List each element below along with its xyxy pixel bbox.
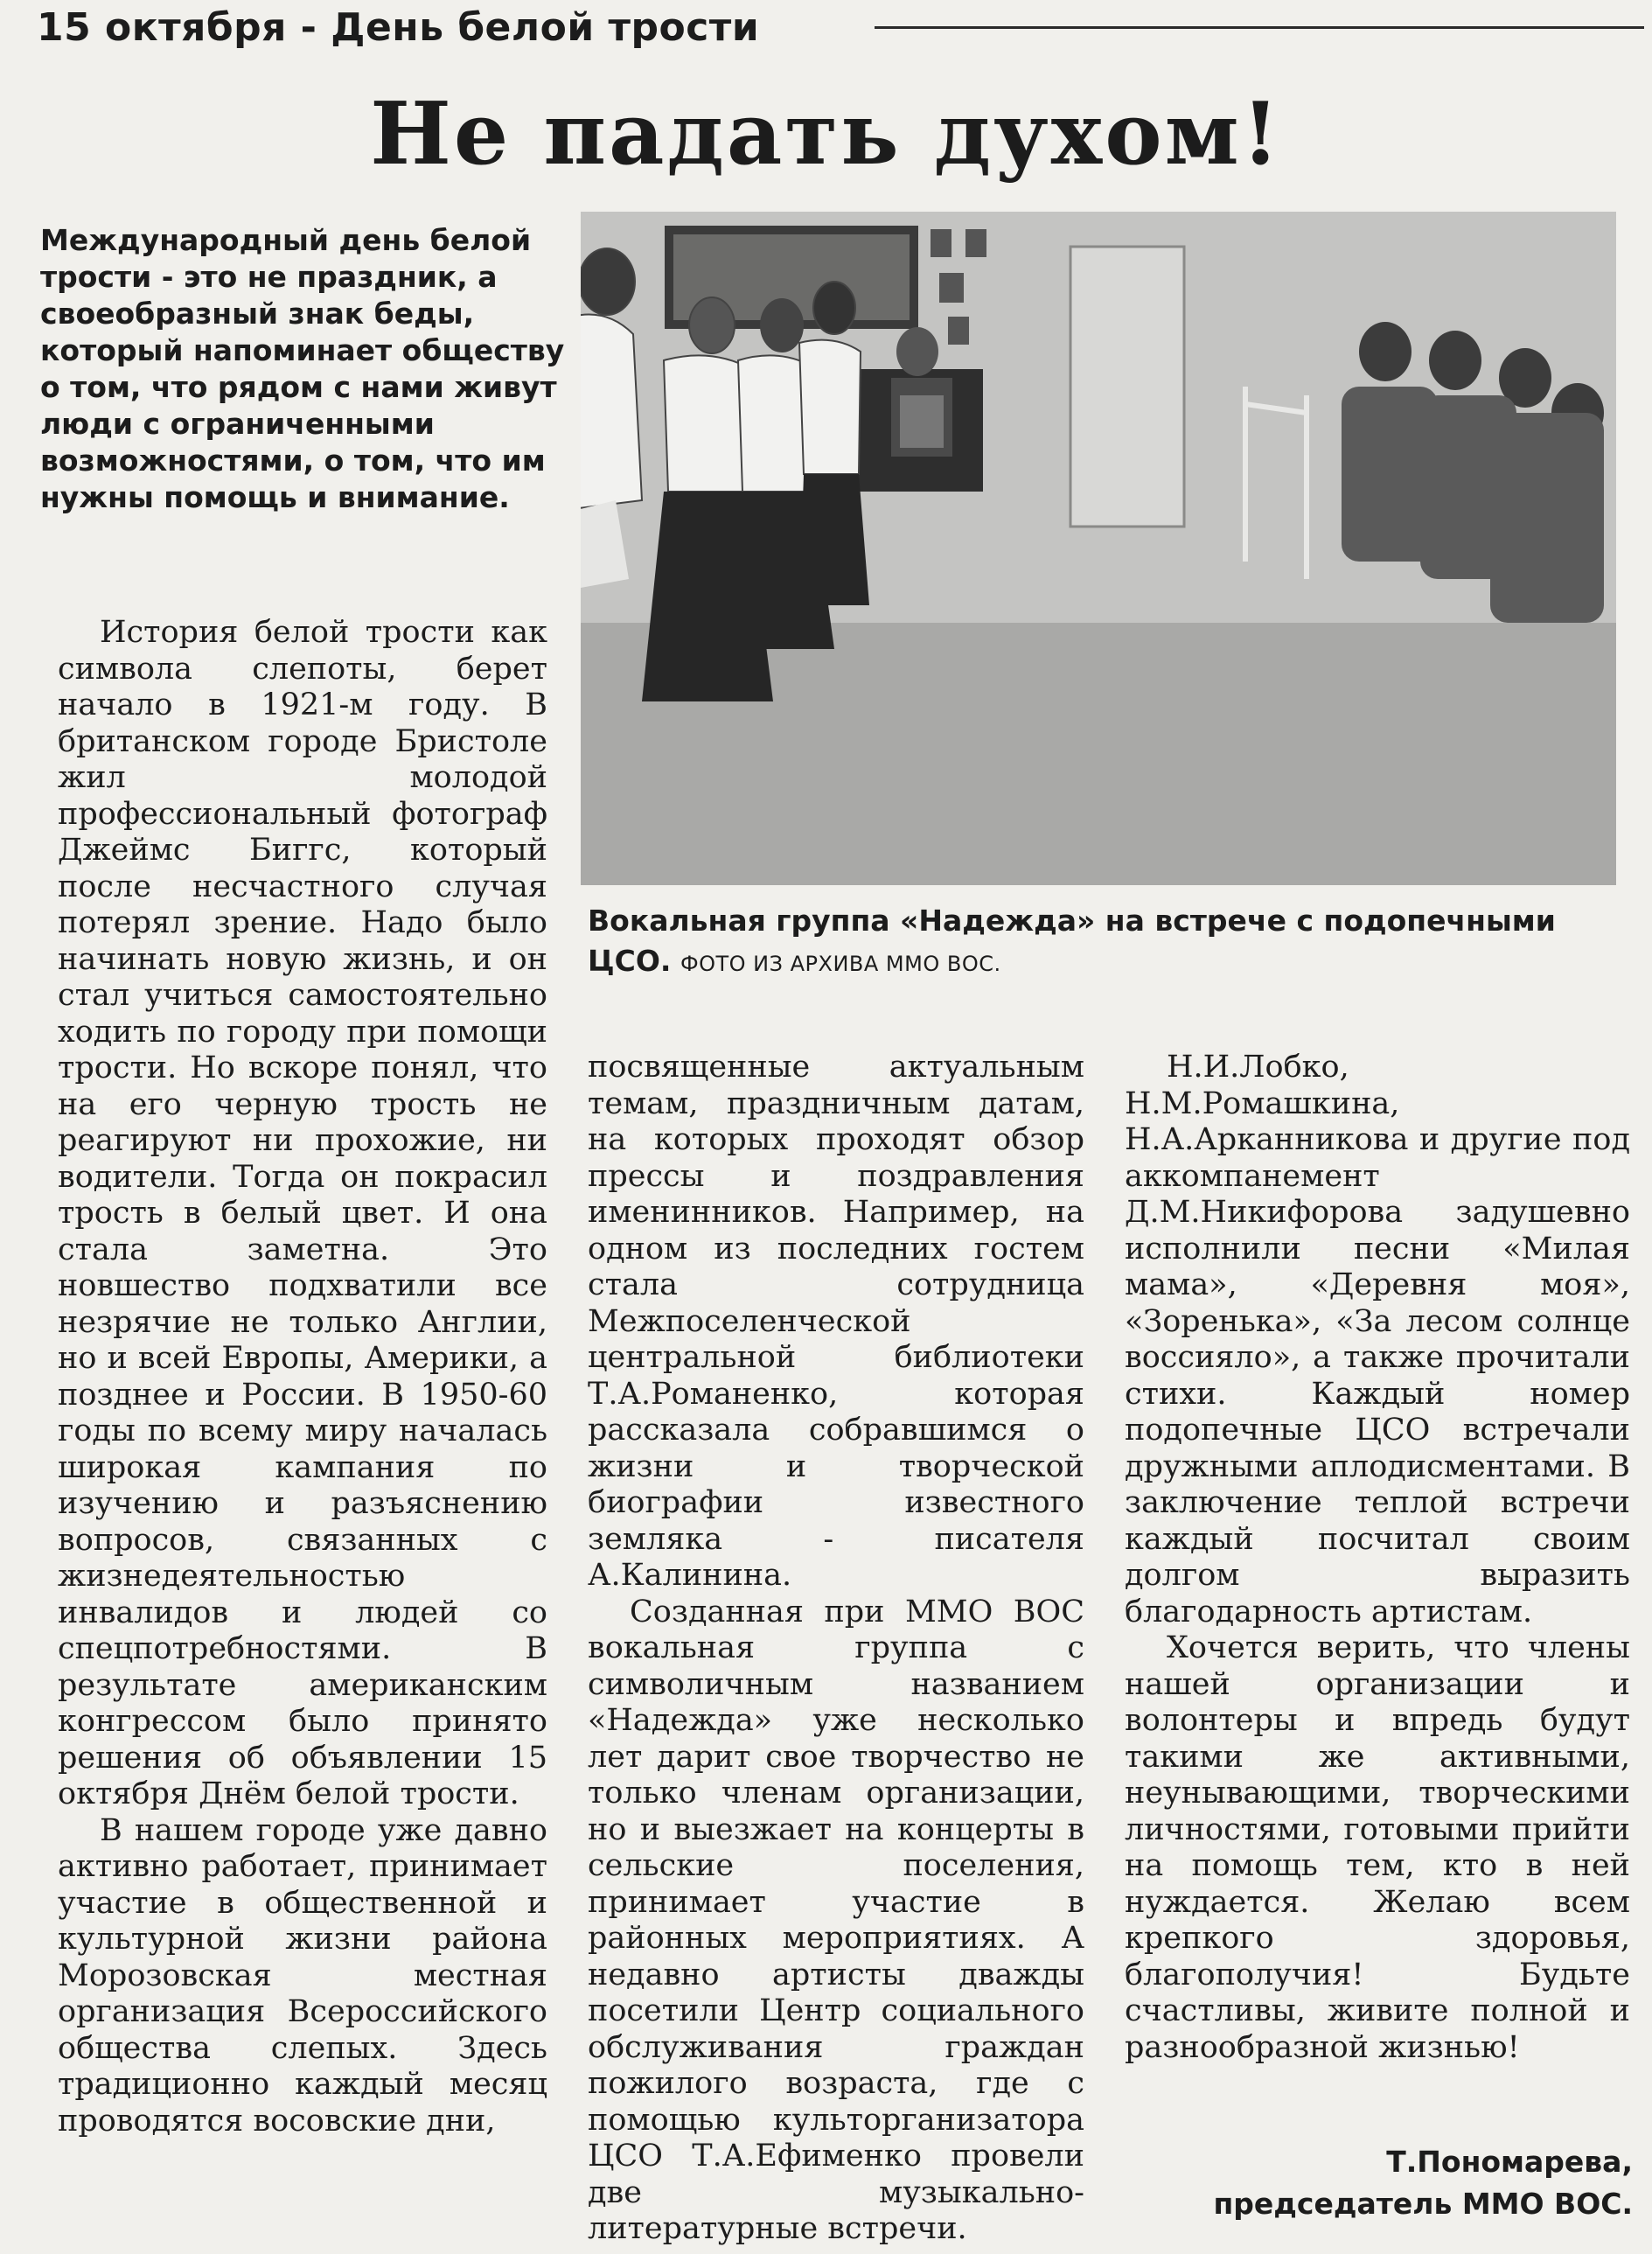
- photo-credit: ФОТО ИЗ АРХИВА ММО ВОС.: [680, 952, 1001, 976]
- column-1: [58, 615, 547, 2139]
- caption-text: Вокальная группа «Надежда» на встрече с подопечными ЦСО.: [588, 904, 1556, 978]
- lead-paragraph: Международный день белой трости - это не праздник, а своеобразный знак беды, который напоминает обществу о том, что рядом с нами живут люди с ограниченными возможностями, о том, что им нужны помощь и внимание.: [40, 223, 565, 514]
- paragraph: История белой трости как символа слепоты, берет начало в 1921-м году. В британском городе Бристоле жил молодой профессиональный фотограф Джеймс Биггс, который после несчастного случая потерял зрение. Надо было начинать новую жизнь, и он стал учиться самостоятельно ходить по городу при помощи трости. Но вскоре понял, что на его черную трость не реагируют ни прохожие, ни водители. Тогда он покрасил трость в белый цвет. И она стала заметна. Это новшество подхватили все незрячие не только Англии, но и всей Европы, Америки, а позднее и России. В 1950-60 годы по всему миру началась широкая кампания по изучению и разъяснению вопросов, связанных с жизнедеятельностью инвалидов и людей со спецпотребностями. В результате американским конгрессом было принято решения об объявлении 15 октября Днём белой трости.: [58, 615, 547, 1811]
- author-name: Т.Пономарева,: [1386, 2145, 1633, 2179]
- paragraph: Н.И.Лобко, Н.М.Ромашкина, Н.А.Арканникова и другие под аккомпанемент Д.М.Никифорова задушевно исполнили песни «Милая мама», «Деревня моя», «Зоренька», «За лесом солнце воссияло», а также прочитали стихи. Каждый номер подопечные ЦСО встречали дружными аплодисментами. В заключение теплой встречи каждый посчитал своим долгом выразить благодарность артистам.: [1125, 1050, 1630, 1629]
- author-signature: [1213, 2141, 1633, 2225]
- article-photo: [581, 212, 1616, 885]
- column-2: [588, 1050, 1084, 2248]
- paragraph: В нашем городе уже давно активно работает, принимает участие в общественной и культурной жизни района Морозовская местная организация Всероссийского общества слепых. Здесь традиционно каждый месяц проводятся восовские дни,: [58, 1812, 547, 2139]
- photo-illustration: [581, 212, 1616, 885]
- author-title: председатель ММО ВОС.: [1213, 2187, 1633, 2221]
- column-3: [1125, 1050, 1630, 2066]
- rubric: 15 октября - День белой трости: [37, 5, 760, 50]
- headline: Не падать духом!: [370, 84, 1282, 185]
- paragraph: Хочется верить, что члены нашей организации и волонтеры и впредь будут такими же активными, неунывающими, творческими личностями, готовыми прийти на помощь тем, кто в ней нуждается. Желаю всем крепкого здоровья, благополучия! Будьте счастливы, живите полной и разнообразной жизнью!: [1125, 1630, 1630, 2065]
- paragraph: Созданная при ММО ВОС вокальная группа с символичным названием «Надежда» уже несколько лет дарит свое творчество не только членам организации, но и выезжает на концерты в сельские поселения, принимает участие в районных мероприятиях. А недавно артисты дважды посетили Центр социального обслуживания граждан пожилого возраста, где с помощью культорганизатора ЦСО Т.А.Ефименко провели две музыкально-литературные встречи.: [588, 1594, 1084, 2246]
- rubric-rule: [875, 26, 1644, 29]
- paragraph: посвященные актуальным темам, праздничным датам, на которых проходят обзор прессы и поздравления именинников. Например, на одном из последних гостем стала сотрудница Межпоселенческой центральной библиотеки Т.А.Романенко, которая рассказала собравшимся о жизни и творческой биографии известного земляка - писателя А.Калинина.: [588, 1050, 1084, 1593]
- photo-caption: [588, 901, 1620, 984]
